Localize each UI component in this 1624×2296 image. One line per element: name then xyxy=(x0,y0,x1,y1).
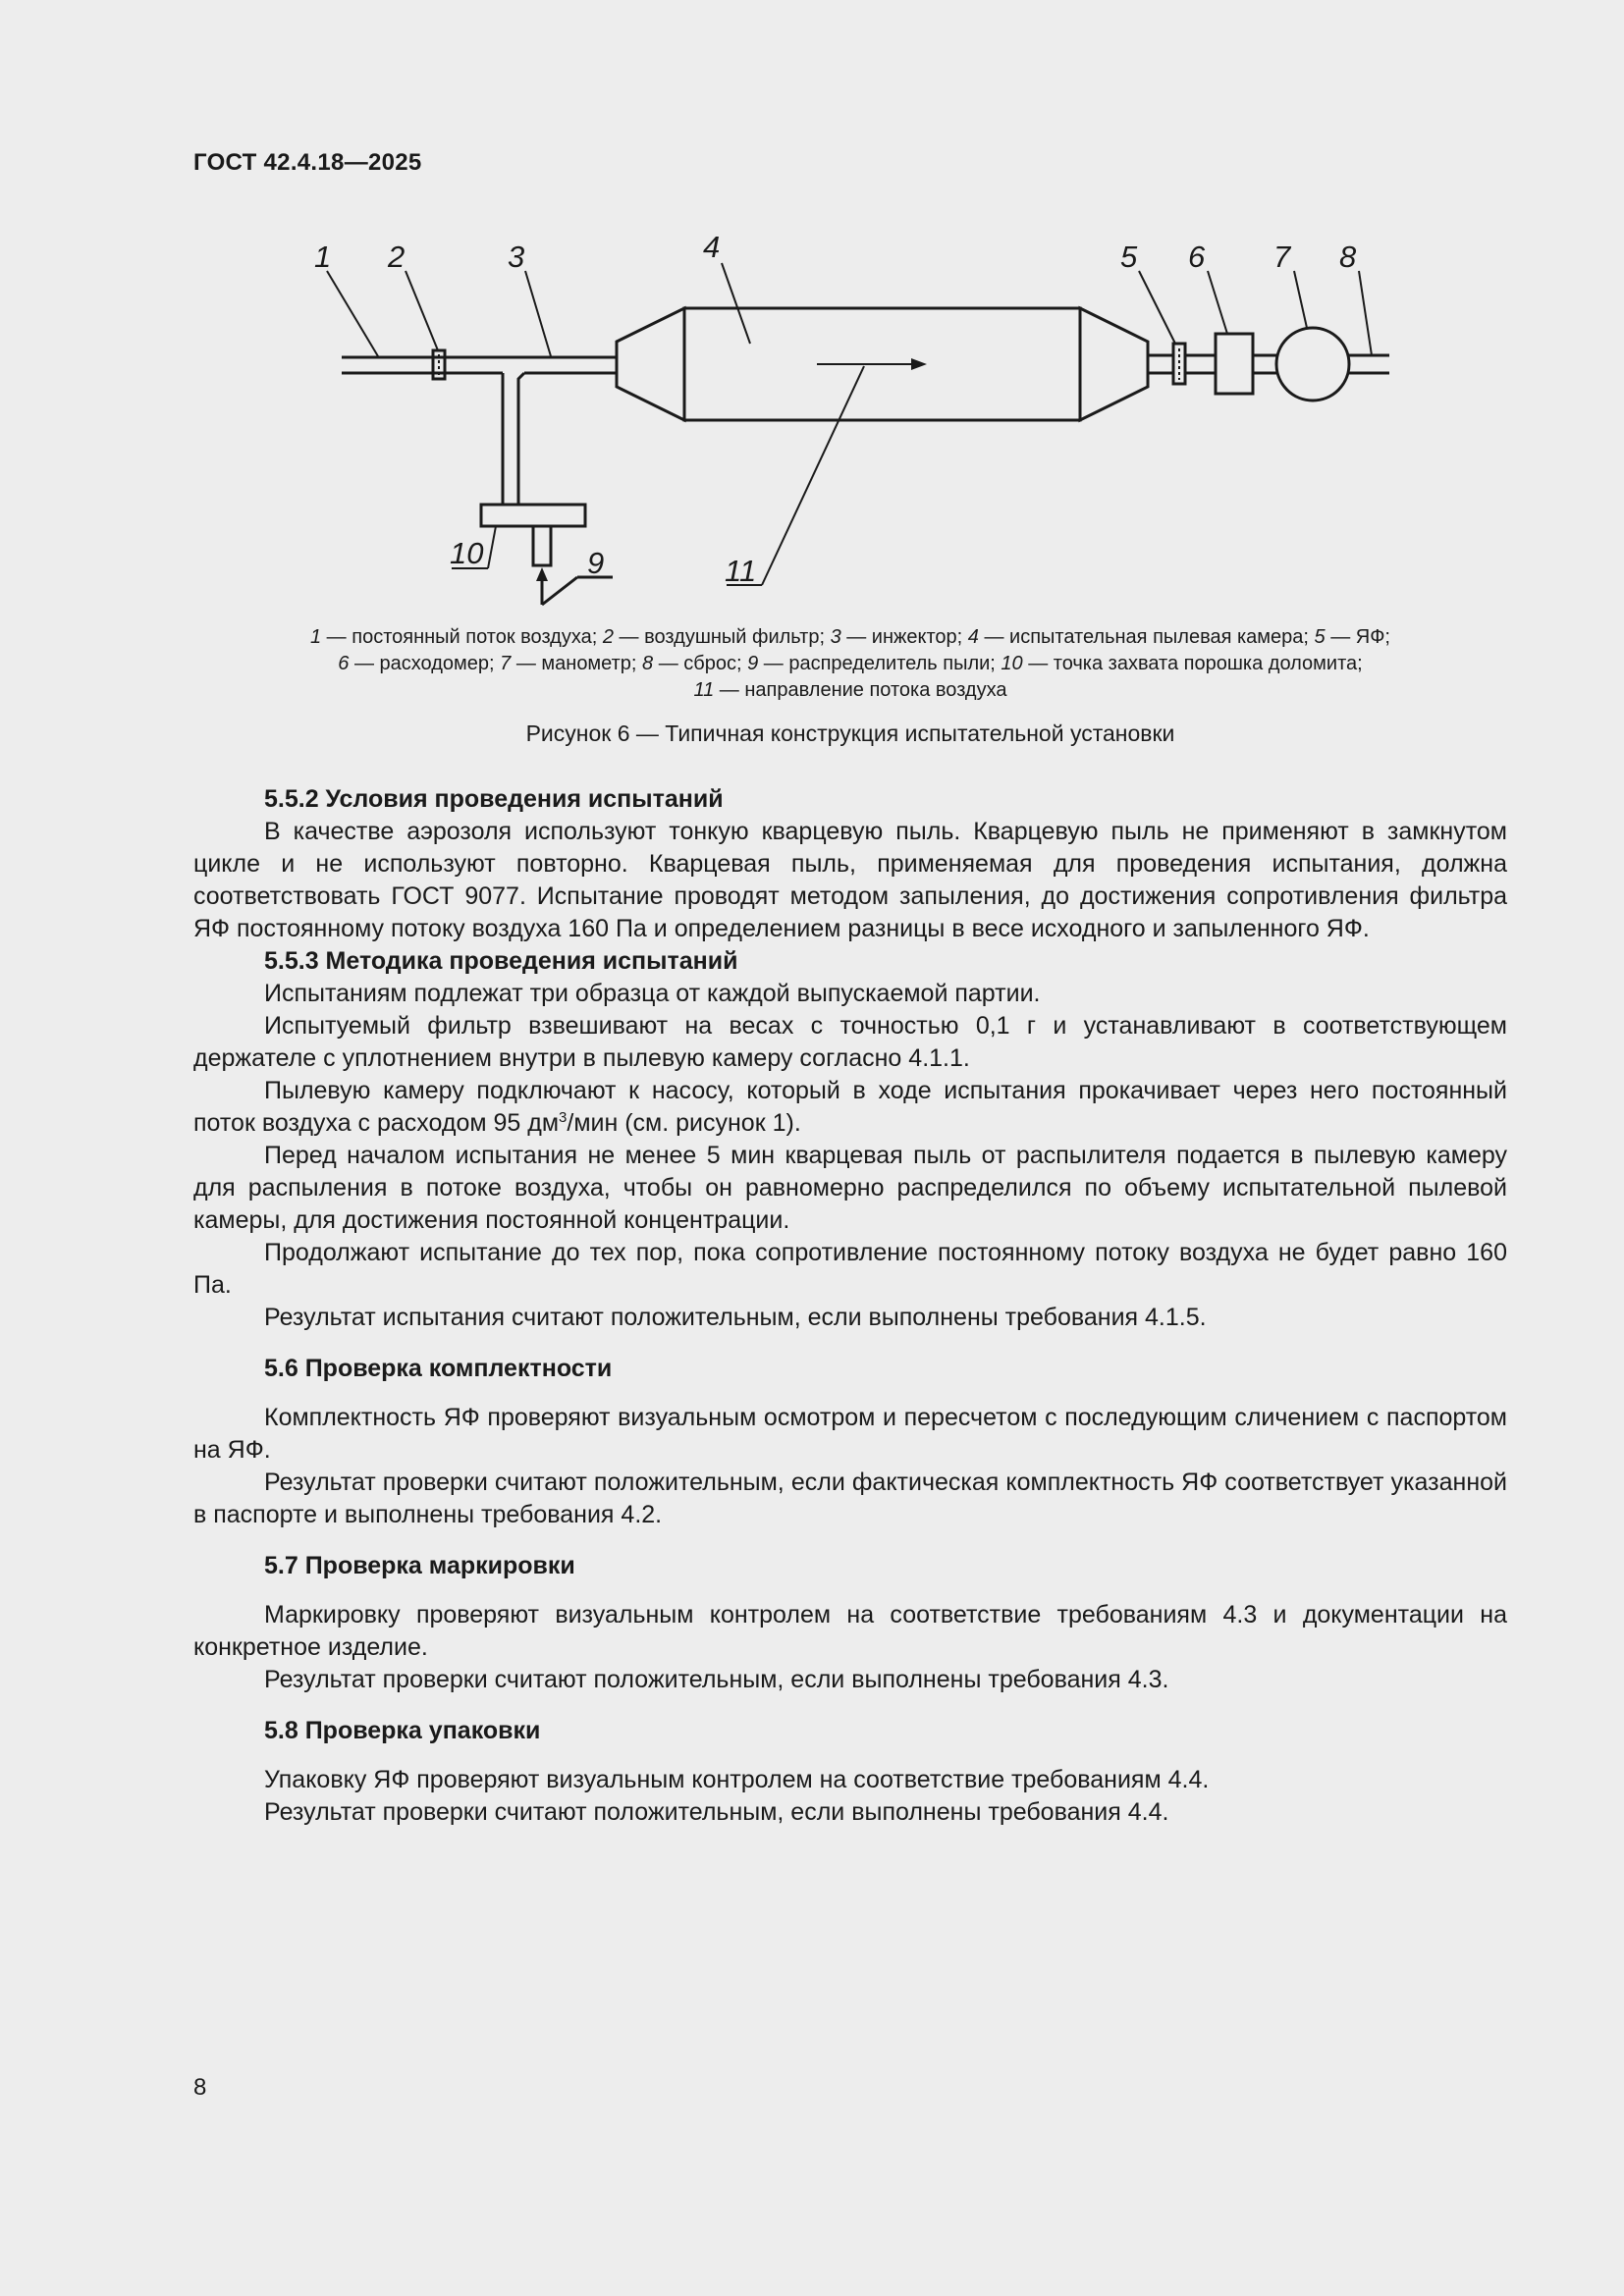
distributor-outlet xyxy=(533,526,551,565)
heading-5-7: 5.7 Проверка маркировки xyxy=(264,1552,575,1579)
paragraph: Комплектность ЯФ проверяют визуальным осмотром и пересчетом с последующим сличением с паспортом на ЯФ. xyxy=(193,1404,1507,1464)
heading-5-8: 5.8 Проверка упаковки xyxy=(264,1717,541,1744)
legend-line-1: 1 — постоянный поток воздуха; 2 — воздушный фильтр; 3 — инжектор; 4 — испытательная пылевая камера; 5 — ЯФ; xyxy=(310,626,1390,648)
paragraph: Результат проверки считают положительным, если выполнены требования 4.3. xyxy=(264,1666,1169,1693)
paragraph: Испытаниям подлежат три образца от каждой выпускаемой партии. xyxy=(264,980,1041,1007)
callout-11: 11 xyxy=(725,554,757,588)
callout-4: 4 xyxy=(703,230,721,264)
test-rig-diagram xyxy=(0,0,1624,628)
paragraph: Перед началом испытания не менее 5 мин кварцевая пыль от распылителя подается в пылевую камеру для распыления в потоке воздуха, чтобы он равномерно распределился по объему испытательной пылевой камеры, для достижения постоянной концентрации. xyxy=(193,1142,1507,1234)
manometer xyxy=(1276,328,1349,400)
paragraph: Результат испытания считают положительным, если выполнены требования 4.1.5. xyxy=(264,1304,1207,1331)
callout-1: 1 xyxy=(314,240,332,274)
dust-distributor xyxy=(481,505,585,526)
branch-pipe-inner xyxy=(518,373,524,505)
callout-7: 7 xyxy=(1273,240,1291,274)
page-number: 8 xyxy=(193,2074,207,2101)
document-code-header: ГОСТ 42.4.18—2025 xyxy=(193,149,422,176)
legend-line-3: 11 — направление потока воздуха xyxy=(693,679,1007,701)
figure-caption: Рисунок 6 — Типичная конструкция испытательной установки xyxy=(525,721,1175,746)
callout-2: 2 xyxy=(388,240,406,274)
paragraph: Продолжают испытание до тех пор, пока сопротивление постоянному потоку воздуха не будет равно 160 Па. xyxy=(193,1239,1507,1299)
heading-5-6: 5.6 Проверка комплектности xyxy=(264,1355,613,1382)
callout-10: 10 xyxy=(450,536,484,570)
callout-5: 5 xyxy=(1120,240,1138,274)
paragraph: Результат проверки считают положительным, если фактическая комплектность ЯФ соответствует указанной в паспорте и выполнены требования 4.2. xyxy=(193,1468,1507,1528)
callout-3: 3 xyxy=(508,240,525,274)
figure-legend xyxy=(193,624,1507,704)
paragraph: В качестве аэрозоля используют тонкую кварцевую пыль. Кварцевую пыль не применяют в замкнутом цикле и не используют повторно. Кварцевая пыль, применяемая для проведения испытания, должна соответствовать ГОСТ 9077. Испытание проводят методом запыления, до достижения сопротивления фильтра ЯФ постоянному потоку воздуха 160 Па и определением разницы в весе исходного и запыленного ЯФ. xyxy=(193,818,1507,942)
flowmeter xyxy=(1216,334,1253,394)
callout-9: 9 xyxy=(587,546,605,580)
callout-8: 8 xyxy=(1339,240,1357,274)
paragraph: Результат проверки считают положительным, если выполнены требования 4.4. xyxy=(264,1798,1169,1826)
heading-5-5-2: 5.5.2 Условия проведения испытаний xyxy=(264,785,724,813)
paragraph: Пылевую камеру подключают к насосу, который в ходе испытания прокачивает через него постоянный поток воздуха с расходом 95 $дм^3$/мин (см. рисунок 1). xyxy=(193,1077,1507,1137)
heading-5-5-3: 5.5.3 Методика проведения испытаний xyxy=(264,947,738,975)
paragraph: Упаковку ЯФ проверяют визуальным контролем на соответствие требованиям 4.4. xyxy=(264,1766,1210,1793)
callout-6: 6 xyxy=(1188,240,1206,274)
chamber-right-cone xyxy=(1080,308,1148,420)
paragraph: Испытуемый фильтр взвешивают на весах с точностью 0,1 г и устанавливают в соответствующем держателе с уплотнением внутри в пылевую камеру согласно 4.1.1. xyxy=(193,1012,1507,1072)
paragraph: Маркировку проверяют визуальным контролем на соответствие требованиям 4.3 и документации на конкретное изделие. xyxy=(193,1601,1507,1661)
chamber-left-cone xyxy=(617,308,684,420)
legend-line-2: 6 — расходомер; 7 — манометр; 8 — сброс; 9 — распределитель пыли; 10 — точка захвата порошка доломита; xyxy=(338,653,1363,674)
document-body xyxy=(193,783,1507,1829)
